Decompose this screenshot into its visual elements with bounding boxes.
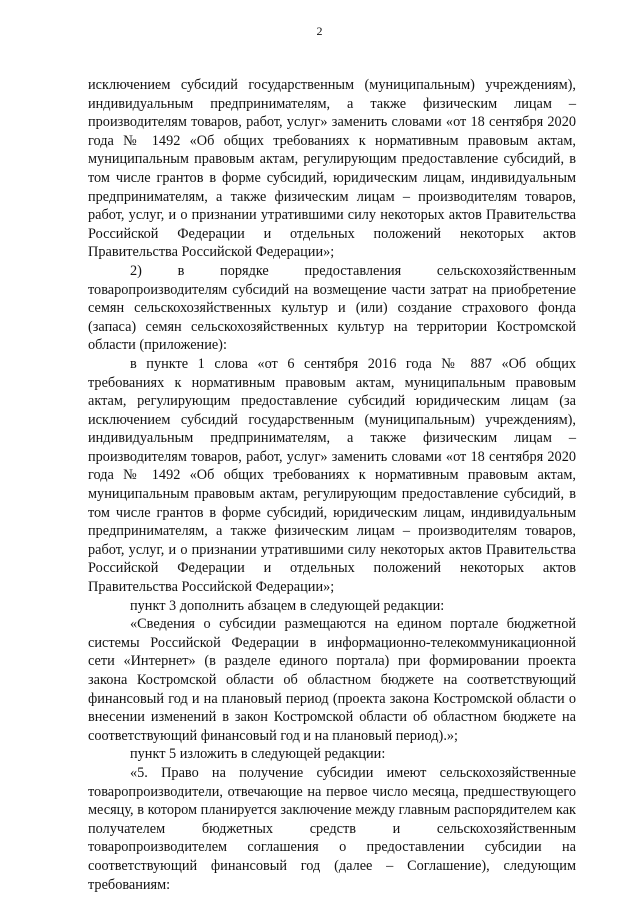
paragraph-continuation: исключением субсидий государственным (муниципальным) учреждениям), индивидуальным предпринимателям, а также физическим лицам – производителям товаров, работ, услуг» заменить словами «от 18 сентября 2020 года № 1492 «Об общих требованиях к нормативным правовым актам, муниципальным правовым актам, регулирующим предоставление субсидий, в том числе грантов в форме субсидий, юридическим лицам, индивидуальным предпринимателям, а также физическим лицам – производителям товаров, работ, услуг, и о признании утратившими силу некоторых актов Правительства Российской Федерации и отдельных положений некоторых актов Правительства Российской Федерации»; bbox=[88, 77, 576, 261]
paragraph-subsidy-info-quote: «Сведения о субсидии размещаются на едином портале бюджетной системы Российской Федерации в информационно-телекоммуникационной сети «Интернет» (в разделе единого портала) при формировании проекта закона Костромской области об областном бюджете на соответствующий финансовый год и на плановый период (проекта закона Костромской области о внесении изменений в закон Костромской области об областном бюджете на соответствующий финансовый год и на плановый период).»; bbox=[88, 616, 576, 744]
paragraph-point-1-amendment: в пункте 1 слова «от 6 сентября 2016 года № 887 «Об общих требованиях к нормативным правовым актам, муниципальным правовым актам, регулирующим предоставление субсидий юридическим лицам (за исключением субсидий государственным (муниципальным) учреждениям), индивидуальным предпринимателям, а также физическим лицам – производителям товаров, работ, услуг» заменить словами «от 18 сентября 2020 года № 1492 «Об общих требованиях к нормативным правовым актам, муниципальным правовым актам, регулирующим предоставление субсидий, в том числе грантов в форме субсидий, юридическим лицам, индивидуальным предпринимателям, а также физическим лицам – производителям товаров, работ, услуг, и о признании утратившими силу некоторых актов Правительства Российской Федерации и отдельных положений некоторых актов Правительства Российской Федерации»; bbox=[88, 355, 576, 596]
paragraph-item-2: 2) в порядке предоставления сельскохозяйственным товаропроизводителям субсидий на возмещение части затрат на приобретение семян сельскохозяйственных культур и (или) создание страхового фонда (запаса) семян сельскохозяйственных культур на территории Костромской области (приложение): bbox=[88, 262, 576, 354]
paragraph-point-5-quote: «5. Право на получение субсидии имеют сельскохозяйственные товаропроизводители, отвечающие на первое число месяца, предшествующего месяцу, в котором планируется заключение между главным распорядителем как получателем бюджетных средств и сельскохозяйственным товаропроизводителем соглашения о предоставлении субсидии на соответствующий финансовый год (далее – Соглашение), следующим требованиям: bbox=[88, 764, 576, 893]
document-body bbox=[88, 76, 576, 894]
page-number: 2 bbox=[316, 24, 323, 38]
paragraph-point-3-intro: пункт 3 дополнить абзацем в следующей редакции: bbox=[130, 597, 445, 614]
paragraph-point-5-intro: пункт 5 изложить в следующей редакции: bbox=[130, 746, 386, 763]
